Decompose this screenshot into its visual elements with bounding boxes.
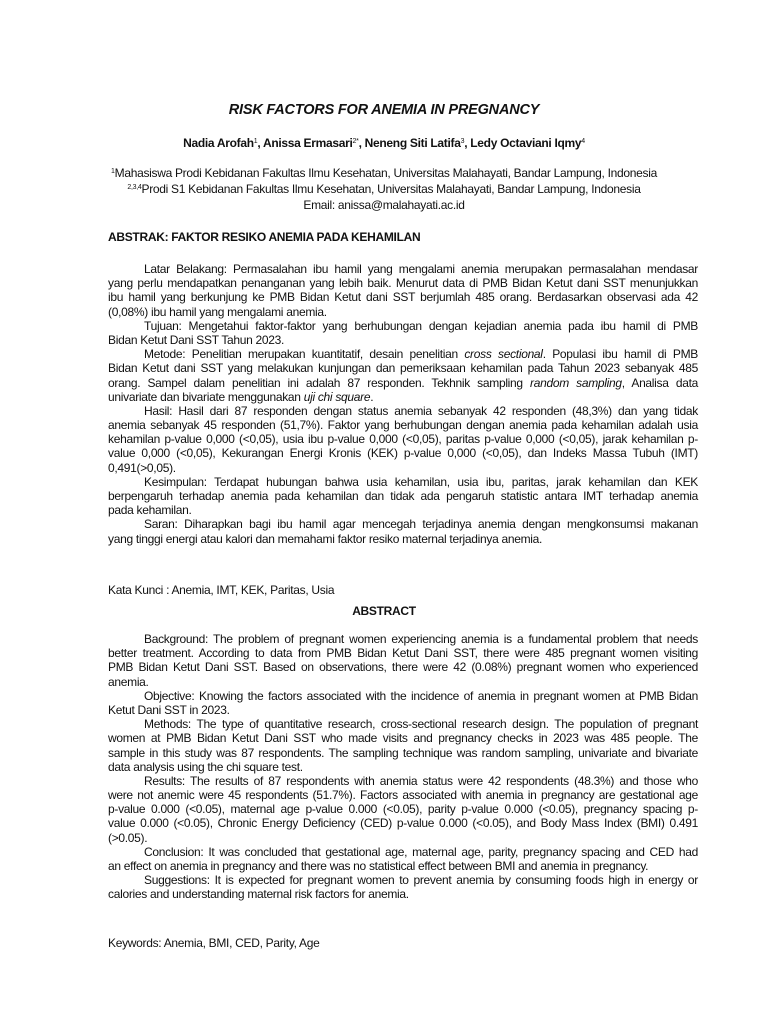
text-line: data analysis using the chi square test. — [108, 759, 303, 774]
text-line: orang. Sampel dalam penelitian ini adalah 87 responden. Tekhnik sampling random sampling, Analisa data — [108, 375, 698, 390]
author: Neneng Siti Latifa$^3$, — [364, 136, 471, 150]
kata-kunci: Kata Kunci : Anemia, IMT, KEK, Paritas, Usia — [108, 583, 335, 597]
paper-title: RISK FACTORS FOR ANEMIA IN PREGNANCY — [228, 102, 540, 118]
text-line: Methods: The type of quantitative research, cross-sectional research design. The population of pregnant — [144, 717, 698, 732]
text-line: Bidan Ketut dani SST yang melakukan kunjungan dan pemeriksaan kehamilan pada Tahun 2023 sebanyak 485 — [108, 361, 698, 376]
text-line: better treatment. According to data from PMB Bidan Ketut Dani SST, there were 485 pregnant women visiting — [108, 646, 698, 661]
paragraph — [108, 689, 698, 717]
abstract-heading: ABSTRACT — [352, 604, 416, 618]
text-line: Hasil: Hasil dari 87 responden dengan status anemia sebanyak 42 responden (48,3%) dan yang tidak — [144, 403, 698, 418]
text-line: Metode: Penelitian merupakan kuantitatif, desain penelitian cross sectional. Populasi ibu hamil di PMB — [144, 347, 698, 362]
text-line: yang perlu mendapatkan penanganan yang lebih baik. Menurut data di PMB Bidan Ketut dani SST menunjukkan — [108, 276, 698, 291]
text-line: p-value 0.000 (<0.05), maternal age p-value 0.000 (<0.05), parity p-value 0.000 (<0.05), pregnancy spacing p- — [108, 802, 698, 817]
paragraph — [108, 475, 698, 518]
paragraph — [108, 404, 698, 475]
abstract-body — [108, 632, 698, 902]
text-line: anemia. — [108, 674, 149, 689]
text-line: ibu hamil yang berkunjung ke PMB Bidan Ketut dani SST berjumlah 485 orang. Berdasarkan observasi ada 42 — [108, 290, 698, 305]
paragraph — [108, 517, 698, 545]
text-line: Tujuan: Mengetahui faktor-faktor yang berhubungan dengan kejadian anemia pada ibu hamil di PMB — [144, 318, 698, 333]
paragraph — [108, 319, 698, 347]
abstrak-heading: ABSTRAK: FAKTOR RESIKO ANEMIA PADA KEHAMILAN — [108, 230, 421, 244]
text-line: Ketut Dani SST in 2023. — [108, 702, 230, 717]
text-line: sample in this study was 87 respondents. The sampling technique was random sampling, univariate and bivariate — [108, 745, 698, 760]
text-line: PMB Bidan Ketut Dani SST. Based on observations, there were 42 (0.08%) pregnant women who experienced — [108, 660, 698, 675]
text-line: value 0.000 (<0.05), Chronic Energy Deficiency (CED) p-value 0.000 (<0.05), and Body Mass Index (BMI) 0.491 — [108, 816, 698, 831]
text-line: Background: The problem of pregnant women experiencing anemia is a fundamental problem that needs — [144, 632, 698, 646]
text-line: univariate dan bivariate menggunakan uji chi square. — [108, 389, 374, 404]
paragraph — [108, 347, 698, 404]
text-line: 0,491(>0,05). — [108, 460, 176, 475]
italic-term: cross sectional — [464, 347, 543, 362]
text-line: Results: The results of 87 respondents with anemia status were 42 respondents (48.3%) and those who — [144, 773, 698, 788]
abstrak-body — [108, 262, 698, 546]
text-line: berpengaruh terhadap anemia pada kehamilan dan tidak ada pengaruh statistic antara IMT terhadap anemia — [108, 489, 698, 503]
keywords: Keywords: Anemia, BMI, CED, Parity, Age — [108, 936, 320, 950]
paragraph — [108, 717, 698, 774]
text-line: anemia sebanyak 45 responden (51,7%). Faktor yang berhubungan dengan anemia pada kehamilan adalah usia — [108, 418, 698, 433]
text-line: Saran: Diharapkan bagi ibu hamil agar mencegah terjadinya anemia dengan mengkonsumsi makanan — [144, 517, 698, 532]
italic-term: uji chi square — [303, 389, 371, 404]
author: Ledy Octaviani Iqmy$^4$ — [470, 136, 585, 150]
paragraph — [108, 632, 698, 689]
affiliation: $^{2,3,4}$Prodi S1 Kebidanan Fakultas Ilmu Kesehatan, Universitas Malahayati, Bandar Lampung, Indonesia — [127, 182, 641, 196]
text-line: women at PMB Bidan Ketut Dani SST who made visits and pregnancy checks in 2023 was 485 people. The — [108, 731, 698, 746]
text-line: Conclusion: It was concluded that gestational age, maternal age, parity, pregnancy spacing and CED had — [144, 844, 698, 859]
author: Nadia Arofah$^1$, — [183, 136, 263, 150]
text-line: were not anemic were 45 respondents (51.7%). Factors associated with anemia in pregnancy are gestational age — [108, 788, 698, 803]
text-line: kehamilan p-value 0,000 (<0,05), usia ibu p-value 0,000 (<0,05), paritas p-value 0,000 (<0,05), jarak kehamilan p- — [108, 432, 698, 447]
text-line: (0,08%) ibu hamil yang mengalami anemia. — [108, 304, 327, 319]
text-line: pada kehamilan. — [108, 503, 192, 518]
paragraph — [108, 262, 698, 319]
text-line: Suggestions: It is expected for pregnant women to prevent anemia by consuming foods high in energy or — [144, 873, 698, 888]
author-list — [0, 136, 768, 150]
text-line: yang tinggi energi atau kalori dan memahami faktor resiko maternal terjadinya anemia. — [108, 531, 543, 546]
text-line: Kesimpulan: Terdapat hubungan bahwa usia kehamilan, usia ibu, paritas, jarak kehamilan dan KEK — [144, 474, 698, 489]
text-line: calories and understanding maternal risk factors for anemia. — [108, 887, 409, 902]
text-line: an effect on anemia in pregnancy and there was no statistical effect between BMI and anemia in pregnancy. — [108, 859, 649, 873]
author: Anissa Ermasari$^{2*}$, — [262, 136, 365, 150]
paragraph — [108, 845, 698, 873]
text-line: Bidan Ketut Dani SST Tahun 2023. — [108, 332, 285, 347]
paragraph — [108, 774, 698, 845]
paragraph — [108, 873, 698, 901]
affiliation: $^1$Mahasiswa Prodi Kebidanan Fakultas Ilmu Kesehatan, Universitas Malahayati, Bandar Lampung, Indonesia — [111, 166, 657, 180]
text-line: (>0.05). — [108, 830, 148, 845]
text-line: Latar Belakang: Permasalahan ibu hamil yang mengalami anemia merupakan permasalahan mendasar — [144, 262, 698, 276]
italic-term: random sampling — [530, 375, 622, 390]
text-line: Objective: Knowing the factors associated with the incidence of anemia in pregnant women at PMB Bidan — [144, 688, 698, 703]
text-line: value 0,000 (<0,05), Kekurangan Energi Kronis (KEK) p-value 0,000 (<0,05), dan Indeks Massa Tubuh (IMT) — [108, 446, 698, 461]
author-email: Email: anissa@malahayati.ac.id — [303, 198, 465, 212]
